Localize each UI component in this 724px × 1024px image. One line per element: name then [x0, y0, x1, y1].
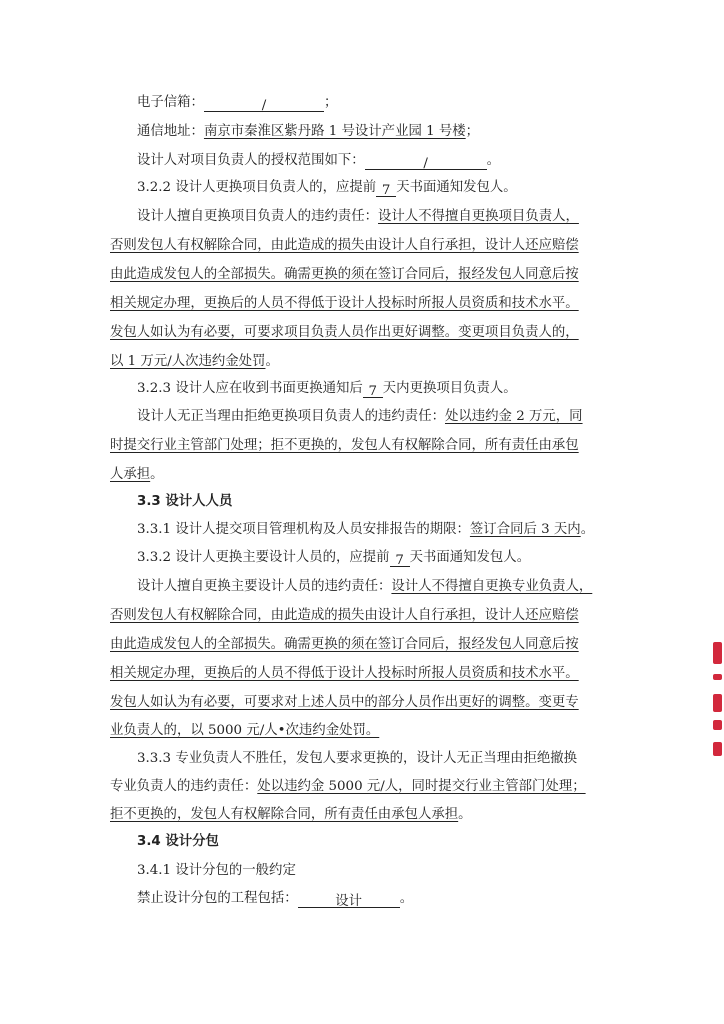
liability-pm-line-5: 发包人如认为有必要，可要求项目负责人员作出更好调整。变更项目负责人的，	[110, 325, 579, 340]
clause-3-2-2: 3.2.2 设计人更换项目负责人的，应提前 7 天书面通知发包人。	[137, 180, 517, 198]
days-blank: 7	[363, 382, 383, 398]
authorization-scope-line: 设计人对项目负责人的授权范围如下： / 。	[137, 153, 501, 171]
clause-3-3-3-line-2: 专业负责人的违约责任：处以违约金 5000 元/人，同时提交行业主管部门处理；	[110, 779, 586, 794]
clause-3-3-3-line-3: 拒不更换的，发包人有权解除合同，所有责任由承包人承担。	[110, 807, 472, 822]
liability-pm-line-3: 由此造成发包人的全部损失。确需更换的须在签订合同后，报经发包人同意后按	[110, 267, 579, 282]
clause-3-3-3-line-1: 3.3.3 专业负责人不胜任，发包人要求更换的，设计人无正当理由拒绝撤换	[137, 751, 578, 766]
email-blank: /	[204, 96, 324, 112]
clause-3-3-1: 3.3.1 设计人提交项目管理机构及人员安排报告的期限：签订合同后 3 天内。	[137, 522, 595, 537]
section-heading-3-4: 3.4 设计分包	[137, 834, 219, 849]
liability-staff-line-3: 由此造成发包人的全部损失。确需更换的须在签订合同后，报经发包人同意后按	[110, 637, 579, 652]
liability-staff-line-1: 设计人擅自更换主要设计人员的违约责任：设计人不得擅自更换专业负责人，	[137, 579, 593, 594]
seal-stamp-fragment	[709, 640, 724, 770]
liability-pm-line-4: 相关规定办理，更换后的人员不得低于设计人投标时所报人员资质和技术水平。	[110, 296, 579, 311]
liability-staff-line-2: 否则发包人有权解除合同，由此造成的损失由设计人自行承担，设计人还应赔偿	[110, 608, 579, 623]
liability-staff-line-4: 相关规定办理，更换后的人员不得低于设计人投标时所报人员资质和技术水平。	[110, 666, 579, 681]
liability-refuse-line-1: 设计人无正当理由拒绝更换项目负责人的违约责任：处以违约金 2 万元，同	[137, 409, 583, 424]
days-blank: 7	[376, 181, 396, 197]
liability-pm-line-6: 以 1 万元/人次违约金处罚。	[110, 354, 279, 369]
prohibited-subcontract-line: 禁止设计分包的工程包括： 设计 。	[137, 891, 414, 909]
clause-3-3-2: 3.3.2 设计人更换主要设计人员的，应提前 7 天书面通知发包人。	[137, 550, 531, 568]
days-blank: 7	[390, 551, 410, 567]
prohibited-value: 设计	[298, 892, 400, 908]
scope-blank: /	[365, 154, 487, 170]
clause-3-4-1: 3.4.1 设计分包的一般约定	[137, 863, 296, 878]
liability-pm-line-2: 否则发包人有权解除合同，由此造成的损失由设计人自行承担，设计人还应赔偿	[110, 238, 579, 253]
clause-3-2-3: 3.2.3 设计人应在收到书面更换通知后 7 天内更换项目负责人。	[137, 381, 517, 399]
section-heading-3-3: 3.3 设计人人员	[137, 494, 233, 509]
liability-refuse-line-3: 人承担。	[110, 467, 164, 482]
address-line: 通信地址：南京市秦淮区紫丹路 1 号设计产业园 1 号楼；	[137, 124, 480, 139]
liability-refuse-line-2: 时提交行业主管部门处理；拒不更换的，发包人有权解除合同，所有责任由承包	[110, 438, 579, 453]
liability-staff-line-6: 业负责人的，以 5000 元/人•次违约金处罚。	[110, 723, 380, 738]
liability-staff-line-5: 发包人如认为有必要，可要求对上述人员中的部分人员作出更好的调整。变更专	[110, 695, 579, 710]
email-line: 电子信箱： / ；	[137, 95, 338, 113]
address-value: 南京市秦淮区紫丹路 1 号设计产业园 1 号楼	[203, 124, 466, 139]
liability-pm-line-1: 设计人擅自更换项目负责人的违约责任：设计人不得擅自更换项目负责人，	[137, 209, 579, 224]
